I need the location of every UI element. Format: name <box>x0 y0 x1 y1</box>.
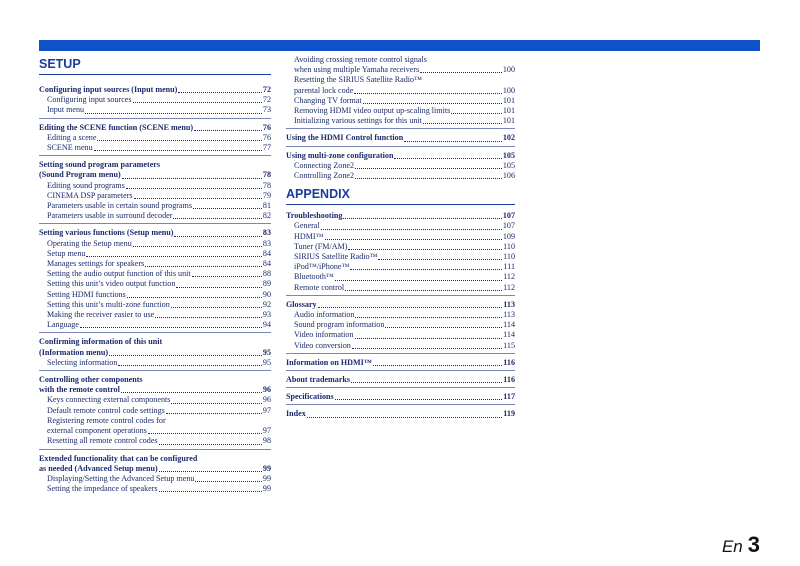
toc-dot-leader <box>127 297 262 298</box>
toc-entry[interactable] <box>39 290 271 300</box>
toc-page-number: 72 <box>262 85 271 94</box>
toc-heading-entry[interactable] <box>286 375 515 385</box>
toc-dot-leader <box>133 246 262 247</box>
toc-heading-entry[interactable] <box>286 409 515 419</box>
toc-dot-leader <box>86 256 261 257</box>
toc-entry-title: as needed (Advanced Setup menu) <box>39 463 158 473</box>
toc-entry-title: Selecting information <box>47 357 118 367</box>
toc-entry-title: Configuring input sources <box>47 95 132 105</box>
toc-page-number: 107 <box>502 221 515 231</box>
toc-page-number: 114 <box>503 330 515 340</box>
page-number-value: 3 <box>747 532 760 557</box>
toc-entry-title: Configuring input sources (Input menu) <box>39 85 178 94</box>
toc-entry-line: Resetting the SIRIUS Satellite Radio™ <box>294 75 422 85</box>
toc-entry[interactable] <box>286 161 515 171</box>
toc-entry[interactable] <box>39 406 271 416</box>
toc-group <box>39 123 271 157</box>
setup-toc-list-continued <box>286 55 515 183</box>
toc-entry-title: (Sound Program menu) <box>39 170 121 180</box>
toc-dot-leader <box>176 287 262 288</box>
toc-entry-title: Editing sound programs <box>47 180 125 190</box>
toc-dot-leader <box>193 208 262 209</box>
toc-entry-title: parental lock code <box>294 85 354 95</box>
toc-dot-leader <box>355 317 502 318</box>
toc-page-number: 116 <box>503 357 515 367</box>
toc-entry[interactable] <box>286 242 515 252</box>
toc-heading-entry[interactable] <box>39 123 271 133</box>
toc-entry-line: Setting sound program parameters <box>39 160 161 170</box>
toc-page-number: 83 <box>262 238 271 248</box>
toc-page-number: 99 <box>262 463 271 473</box>
toc-page-number: 78 <box>262 180 271 190</box>
toc-entry[interactable] <box>39 259 271 269</box>
toc-entry-title: Parameters usable in surround decoder <box>47 211 173 221</box>
toc-page-number: 115 <box>503 340 515 350</box>
toc-entry[interactable] <box>39 474 271 484</box>
toc-entry-title: Setup menu <box>47 248 86 258</box>
toc-entry-title: Using the HDMI Control function <box>286 133 404 143</box>
toc-dot-leader <box>155 317 262 318</box>
toc-heading-entry[interactable] <box>39 170 271 180</box>
toc-group <box>286 375 515 388</box>
toc-dot-leader <box>348 249 502 250</box>
toc-page-number: 92 <box>262 299 271 309</box>
toc-page-number: 101 <box>502 116 515 126</box>
toc-entry-title: when using multiple Yamaha receivers <box>294 65 420 75</box>
toc-entry-title: Editing a scene <box>47 132 97 142</box>
toc-entry-title: Setting the impedance of speakers <box>47 484 158 494</box>
toc-dot-leader <box>378 259 502 260</box>
toc-page-number: 114 <box>503 320 515 330</box>
toc-entry[interactable] <box>39 426 271 436</box>
toc-entry-title: Input menu <box>47 105 85 115</box>
toc-entry-title: HDMI™ <box>294 231 324 241</box>
toc-dot-leader <box>159 471 262 472</box>
toc-dot-leader <box>85 113 262 114</box>
toc-dot-leader <box>345 290 502 291</box>
toc-entry-title: About trademarks <box>286 375 351 385</box>
toc-entry-line: Avoiding crossing remote control signals <box>294 55 427 64</box>
toc-entry-title: Specifications <box>286 392 334 402</box>
toc-entry-title: Setting this unit’s video output function <box>47 279 176 289</box>
page-number <box>722 532 760 558</box>
toc-group <box>286 211 515 296</box>
toc-entry-line: Registering remote control codes for <box>47 415 166 425</box>
toc-entry[interactable] <box>39 279 271 289</box>
toc-dot-leader <box>352 348 502 349</box>
toc-entry[interactable] <box>286 96 515 106</box>
toc-entry-title: Glossary <box>286 299 317 309</box>
toc-page-number: 105 <box>502 160 515 170</box>
toc-page-number: 99 <box>262 473 271 483</box>
toc-entry-title: iPod™/iPhone™ <box>294 262 350 272</box>
toc-entry[interactable] <box>39 95 271 105</box>
toc-heading-entry[interactable] <box>286 300 515 310</box>
toc-group <box>39 228 271 333</box>
toc-entry-title: Manages settings for speakers <box>47 259 145 269</box>
toc-entry[interactable] <box>286 272 515 282</box>
toc-page-number: 99 <box>262 484 271 494</box>
toc-entry-title: Controlling Zone2 <box>294 171 355 181</box>
toc-page-number: 78 <box>262 170 271 180</box>
toc-dot-leader <box>134 198 262 199</box>
toc-dot-leader <box>355 338 503 339</box>
toc-group <box>286 300 515 354</box>
toc-entry-title: Using multi-zone configuration <box>286 150 394 160</box>
toc-dot-leader <box>420 72 502 73</box>
toc-page-number: 93 <box>262 310 271 320</box>
toc-page-number: 90 <box>262 289 271 299</box>
toc-entry[interactable] <box>286 252 515 262</box>
toc-page-number: 117 <box>503 392 515 402</box>
toc-dot-leader <box>325 239 502 240</box>
toc-entry-title: Keys connecting external components <box>47 395 171 405</box>
toc-page-number: 97 <box>262 426 271 436</box>
toc-dot-leader <box>109 355 262 356</box>
toc-entry-title: Making the receiver easier to use <box>47 310 155 320</box>
toc-dot-leader <box>351 382 502 383</box>
toc-entry[interactable] <box>286 221 515 231</box>
toc-dot-leader <box>126 188 262 189</box>
toc-entry[interactable] <box>286 86 515 96</box>
toc-dot-leader <box>171 403 262 404</box>
toc-page-number: 95 <box>262 347 271 357</box>
toc-page-number: 73 <box>262 105 271 115</box>
toc-dot-leader <box>355 168 502 169</box>
toc-page-number: 84 <box>262 248 271 258</box>
toc-entry[interactable] <box>39 484 271 494</box>
toc-dot-leader <box>335 399 503 400</box>
toc-entry[interactable] <box>39 249 271 259</box>
header-accent-bar <box>39 40 760 51</box>
toc-page-number: 76 <box>262 122 271 132</box>
toc-entry[interactable] <box>286 330 515 340</box>
toc-page-number: 111 <box>503 262 515 272</box>
toc-page-number: 101 <box>502 106 515 116</box>
toc-page-number: 110 <box>503 252 515 262</box>
toc-group <box>286 409 515 421</box>
toc-page-number: 76 <box>262 132 271 142</box>
toc-entry-title: Language <box>47 320 79 330</box>
toc-entry-title: Default remote control code settings <box>47 405 165 415</box>
appendix-toc-list <box>286 211 515 421</box>
toc-heading-entry[interactable] <box>39 348 271 358</box>
toc-entry[interactable] <box>39 300 271 310</box>
toc-entry-title: Connecting Zone2 <box>294 160 355 170</box>
toc-entry-title: Audio information <box>294 310 355 320</box>
toc-dot-leader <box>148 433 262 434</box>
toc-group <box>286 151 515 184</box>
toc-heading-entry[interactable] <box>39 228 271 238</box>
toc-group <box>286 392 515 405</box>
toc-heading-entry[interactable] <box>39 385 271 395</box>
toc-page-number: 101 <box>502 95 515 105</box>
toc-dot-leader <box>171 307 262 308</box>
toc-entry[interactable] <box>39 320 271 330</box>
toc-entry-title: Initializing various settings for this unit <box>294 116 422 126</box>
toc-entry[interactable] <box>286 232 515 242</box>
toc-dot-leader <box>192 276 262 277</box>
toc-page-number: 82 <box>262 211 271 221</box>
toc-group <box>39 337 271 371</box>
toc-entry-title: Video information <box>294 330 354 340</box>
toc-dot-leader <box>174 236 261 237</box>
toc-entry-title: Setting the audio output function of this unit <box>47 269 191 279</box>
toc-entry[interactable] <box>39 133 271 143</box>
toc-heading-entry[interactable] <box>39 464 271 474</box>
toc-entry-title: Sound program information <box>294 320 385 330</box>
toc-page-number: 79 <box>262 190 271 200</box>
toc-dot-leader <box>335 280 502 281</box>
toc-page-number: 116 <box>503 375 515 385</box>
toc-page-number: 97 <box>262 405 271 415</box>
toc-dot-leader <box>118 365 262 366</box>
toc-entry[interactable] <box>39 181 271 191</box>
toc-page-number: 102 <box>502 133 515 143</box>
toc-entry-title: Troubleshooting <box>286 211 343 221</box>
toc-entry-title: Resetting all remote control codes <box>47 436 158 446</box>
toc-page-number: 96 <box>262 395 271 405</box>
toc-entry-line: Extended functionality that can be configured <box>39 453 198 463</box>
page-language-code: En <box>721 537 743 556</box>
toc-entry[interactable] <box>39 191 271 201</box>
toc-entry[interactable] <box>39 201 271 211</box>
toc-entry-line: Controlling other components <box>39 375 143 385</box>
toc-entry-title: Index <box>286 409 306 419</box>
toc-left-column <box>39 55 271 500</box>
toc-entry-title: Changing TV format <box>294 95 362 105</box>
toc-heading-entry[interactable] <box>286 151 515 161</box>
toc-entry-title: external component operations <box>47 426 147 436</box>
toc-entry-title: SIRIUS Satellite Radio™ <box>294 252 378 262</box>
toc-entry[interactable] <box>39 143 271 153</box>
toc-entry[interactable] <box>39 358 271 368</box>
toc-entry[interactable] <box>39 436 271 446</box>
toc-entry-title: CINEMA DSP parameters <box>47 190 133 200</box>
toc-heading-entry[interactable] <box>286 133 515 143</box>
toc-entry[interactable] <box>39 239 271 249</box>
toc-heading-entry[interactable] <box>286 211 515 221</box>
toc-page-number: 113 <box>503 310 515 320</box>
toc-dot-leader <box>307 417 503 418</box>
toc-page-number: 95 <box>262 357 271 367</box>
toc-right-column <box>286 55 515 426</box>
toc-entry[interactable] <box>286 262 515 272</box>
toc-page-number: 72 <box>262 95 271 105</box>
toc-entry[interactable] <box>39 310 271 320</box>
toc-dot-leader <box>173 218 261 219</box>
toc-entry-title: Video conversion <box>294 340 351 350</box>
toc-entry-title: with the remote control <box>39 385 120 395</box>
toc-group <box>39 375 271 449</box>
toc-dot-leader <box>363 103 502 104</box>
toc-entry[interactable] <box>286 116 515 126</box>
toc-page-number: 106 <box>502 171 515 181</box>
toc-group <box>286 133 515 146</box>
toc-entry-title: Setting various functions (Setup menu) <box>39 228 174 238</box>
toc-entry[interactable] <box>286 65 515 75</box>
toc-entry-title: Remote control <box>294 282 345 292</box>
toc-entry-title: Information on HDMI™ <box>286 357 372 367</box>
toc-entry[interactable] <box>286 171 515 181</box>
toc-entry-title: Parameters usable in certain sound programs <box>47 201 192 211</box>
toc-entry-title: Tuner (FM/AM) <box>294 241 348 251</box>
toc-dot-leader <box>423 123 502 124</box>
toc-page-number: 94 <box>262 320 271 330</box>
toc-dot-leader <box>404 141 502 142</box>
toc-page-number: 84 <box>262 259 271 269</box>
toc-page-number: 110 <box>503 241 515 251</box>
toc-entry[interactable] <box>286 106 515 116</box>
toc-entry[interactable] <box>39 395 271 405</box>
toc-dot-leader <box>145 266 262 267</box>
toc-dot-leader <box>122 178 262 179</box>
toc-group <box>39 160 271 224</box>
toc-dot-leader <box>97 140 261 141</box>
toc-entry-title: Setting this unit’s multi-zone function <box>47 299 170 309</box>
toc-group <box>286 358 515 371</box>
toc-group <box>39 454 271 497</box>
toc-page-number: 109 <box>502 231 515 241</box>
toc-page-number: 113 <box>503 299 515 309</box>
toc-dot-leader <box>354 93 502 94</box>
toc-dot-leader <box>355 178 502 179</box>
toc-dot-leader <box>394 158 501 159</box>
section-title-appendix: APPENDIX <box>286 187 515 205</box>
toc-entry-title: Displaying/Setting the Advanced Setup menu <box>47 473 195 483</box>
toc-dot-leader <box>94 150 262 151</box>
toc-dot-leader <box>195 481 261 482</box>
toc-page-number: 105 <box>502 150 515 160</box>
toc-page-number: 96 <box>262 385 271 395</box>
toc-heading-entry[interactable] <box>286 358 515 368</box>
toc-page-number: 112 <box>503 282 515 292</box>
toc-page-number: 107 <box>502 211 515 221</box>
toc-dot-leader <box>159 444 262 445</box>
toc-page-number: 98 <box>262 436 271 446</box>
toc-entry[interactable] <box>39 211 271 221</box>
toc-dot-leader <box>159 491 262 492</box>
toc-entry[interactable] <box>286 283 515 293</box>
toc-dot-leader <box>121 392 262 393</box>
toc-heading-entry[interactable] <box>286 392 515 402</box>
toc-page-number: 100 <box>502 85 515 95</box>
toc-entry[interactable] <box>39 269 271 279</box>
toc-dot-leader <box>451 113 502 114</box>
toc-entry[interactable] <box>39 105 271 115</box>
toc-page-number: 100 <box>502 65 515 75</box>
toc-dot-leader <box>133 102 262 103</box>
toc-dot-leader <box>350 269 502 270</box>
setup-toc-list <box>39 85 271 496</box>
toc-page-number: 112 <box>503 272 515 282</box>
toc-dot-leader <box>321 229 502 230</box>
toc-dot-leader <box>80 327 262 328</box>
toc-group <box>286 55 515 129</box>
toc-entry-title: General <box>294 221 320 231</box>
toc-dot-leader <box>385 327 502 328</box>
toc-entry-title: Operating the Setup menu <box>47 238 132 248</box>
toc-entry-title: Setting HDMI functions <box>47 289 126 299</box>
toc-dot-leader <box>373 365 502 366</box>
toc-entry[interactable] <box>286 310 515 320</box>
toc-page-number: 81 <box>262 201 271 211</box>
toc-entry-title: Bluetooth™ <box>294 272 334 282</box>
toc-entry[interactable] <box>286 341 515 351</box>
toc-group <box>39 85 271 119</box>
toc-page-number: 119 <box>503 409 515 419</box>
toc-dot-leader <box>178 92 262 93</box>
toc-entry-title: (Information menu) <box>39 347 109 357</box>
toc-entry-title: Editing the SCENE function (SCENE menu) <box>39 122 194 132</box>
toc-page-number: 89 <box>262 279 271 289</box>
toc-heading-entry[interactable] <box>39 85 271 95</box>
section-title-setup: SETUP <box>39 57 271 75</box>
toc-entry-title: Removing HDMI video output up-scaling limits <box>294 106 451 116</box>
toc-page-number: 88 <box>262 269 271 279</box>
toc-dot-leader <box>194 130 262 131</box>
toc-dot-leader <box>318 307 503 308</box>
toc-entry-line: Confirming information of this unit <box>39 337 163 347</box>
toc-dot-leader <box>343 218 501 219</box>
toc-page-number: 83 <box>262 228 271 238</box>
toc-page-number: 77 <box>262 143 271 153</box>
toc-entry-title: SCENE menu <box>47 143 93 153</box>
toc-dot-leader <box>166 413 262 414</box>
toc-entry[interactable] <box>286 320 515 330</box>
